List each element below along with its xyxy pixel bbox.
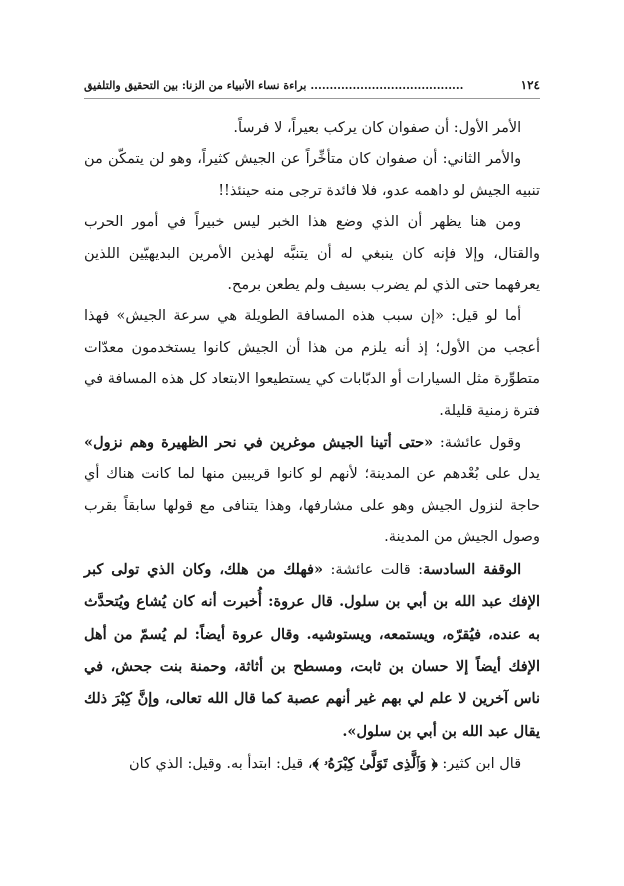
header-title-line <box>84 79 515 92</box>
page-number: ١٢٤ <box>520 78 540 92</box>
paragraph-second-matter: والأمر الثاني: أن صفوان كان متأخِّراً عن الجيش كثيراً، وهو لن يتمكّن من تنبيه الجيش لو داهمه عدو، فلا فائدة ترجى منه حينئذ!! <box>84 151 540 199</box>
page-body <box>84 113 540 781</box>
sixth-pause-intro: : قالت عائشة: <box>323 561 424 578</box>
paragraph-war-expertise: ومن هنا يظهر أن الذي وضع هذا الخبر ليس خبيراً في أمور الحرب والقتال، وإلا فإنه كان ينبغي له أن يتنبَّه لهذين الأمرين البديهيّين اللذين يعرفهما حتى الذي لم يضرب بسيف ولم يطعن برمح. <box>84 214 540 294</box>
book-page <box>84 78 540 781</box>
paragraph-ibn-kathir <box>84 748 540 780</box>
ibn-kathir-commentary: ، قيل: ابتدأ به. وقيل: الذي كان <box>128 756 313 773</box>
sixth-pause-label: الوقفة السادسة <box>423 560 522 578</box>
paragraph-sixth-pause <box>84 554 540 748</box>
aisha-saying-intro: وقول عائشة: <box>433 435 522 452</box>
quran-verse: ﴿ وَٱلَّذِى تَوَلَّىٰ كِبْرَهُۥ ﴾ <box>312 755 438 773</box>
ibn-kathir-intro: قال ابن كثير: <box>437 756 522 773</box>
sixth-pause-quote: «فهلك من هلك، وكان الذي تولى كبر الإفك عبد الله بن أبي بن سلول. قال عروة: أُخبرت أنه كان يُشاع ويُتحدَّث به عنده، فيُقرّه، ويستمعه، ويستوشيه. وقال عروة أيضاً: لم يُسمّ من أهل الإفك أيضاً إلا حسان بن ثابت، ومسطح بن أثاثة، وحمنة بنت جحش، في ناس آخرين لا علم لي بهم غير أنهم عصبة كما قال الله تعالى، وإنَّ كِبْرَ ذلك يقال عبد الله بن أبي بن سلول». <box>84 560 540 740</box>
paragraph-aisha-saying <box>84 427 540 554</box>
header-leader-dots: ........................................ <box>310 79 464 92</box>
aisha-saying-quote: «حتى أتينا الجيش موغرين في نحر الظهيرة وهم نزول» <box>84 434 434 452</box>
paragraph-first-matter: الأمر الأول: أن صفوان كان يركب بعيراً، لا فرساً. <box>233 120 522 136</box>
paragraph-army-speed: أما لو قيل: «إن سبب هذه المسافة الطويلة هي سرعة الجيش» فهذا أعجب من الأول؛ إذ أنه يلزم من هذا أن الجيش كانوا يستخدمون معدّات متطوِّرة مثل السيارات أو الدبّابات كي يستطيعوا الابتعاد كل هذه المسافة في فترة زمنية قليلة. <box>84 308 540 419</box>
running-header <box>84 78 540 99</box>
book-title: براءة نساء الأنبياء من الزنا: بين التحقيق والتلفيق <box>84 79 307 92</box>
aisha-saying-commentary: يدل على بُعْدهم عن المدينة؛ لأنهم لو كانوا قريبين منها لما كانت هناك أي حاجة لنزول الجيش وهو على مشارفها، وهذا يتنافى مع قولها سابقاً بقرب وصول الجيش من المدينة. <box>84 466 540 546</box>
